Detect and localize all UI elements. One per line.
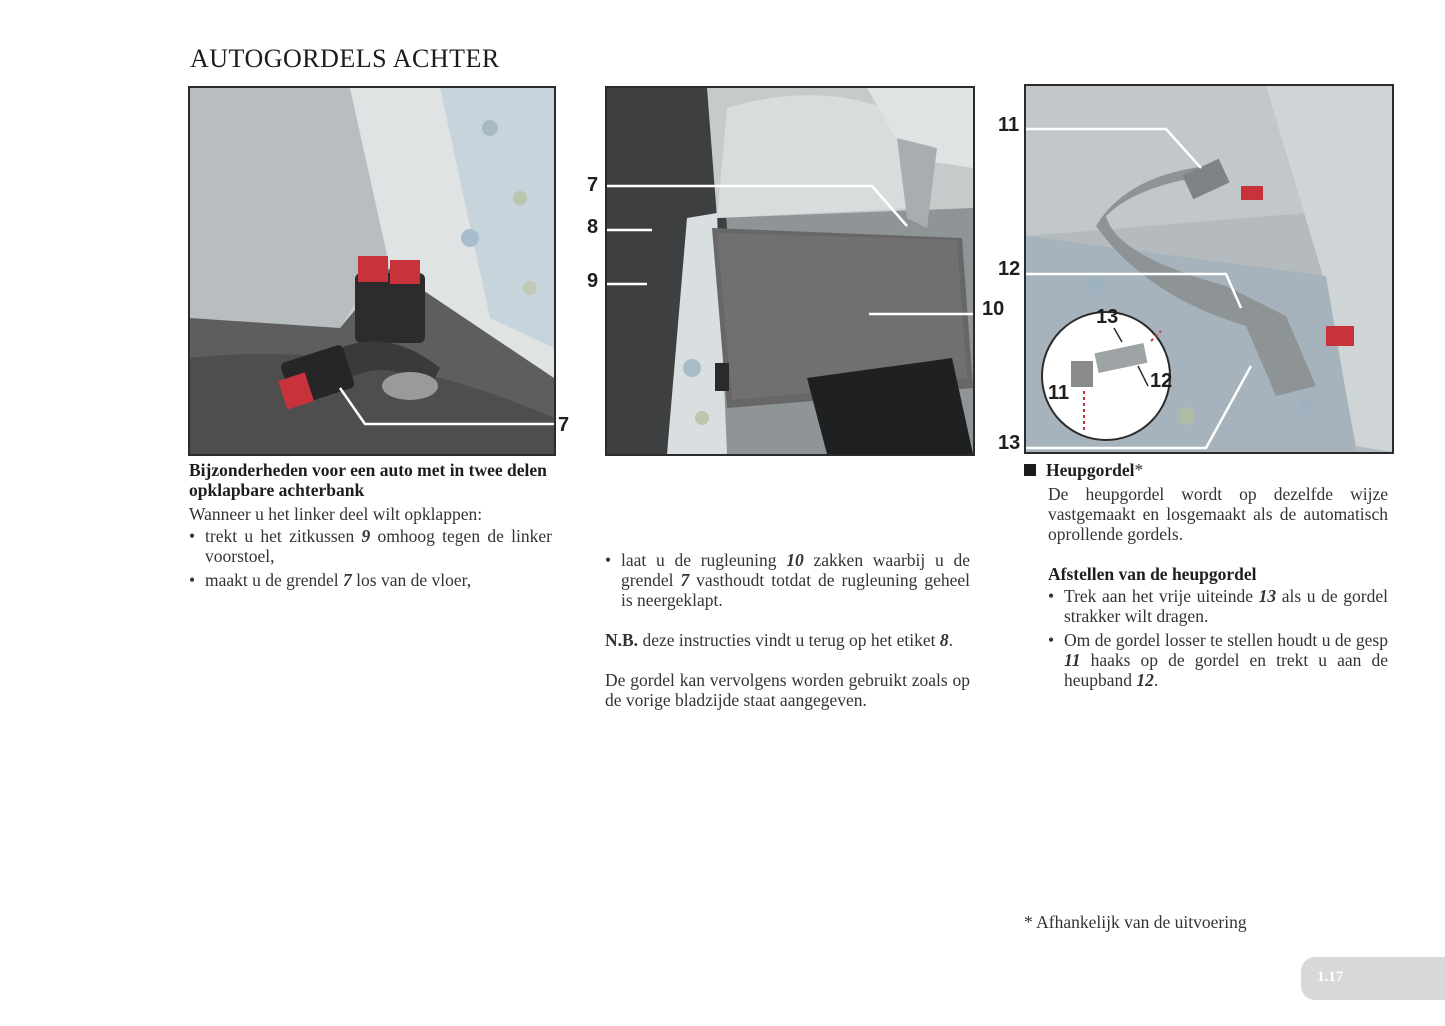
inset-callout-12: 12 [1150, 370, 1173, 392]
square-bullet-icon [1024, 464, 1036, 476]
folded-seat-illustration [607, 88, 973, 454]
intro-text: Wanneer u het linker deel wilt opklappen: [189, 504, 483, 524]
page-number-tab [1301, 957, 1445, 1000]
inset-callout-13: 13 [1096, 306, 1119, 328]
callout-13: 13 [998, 432, 1021, 454]
callout-7-left: 7 [558, 414, 570, 436]
callout-9: 9 [587, 270, 599, 292]
list-item: • laat u de rugleuning 10 zakken waarbij u de grendel 7 vasthoudt totdat de rugleuning geheel is neergeklapt. [605, 550, 970, 610]
list-item: • trekt u het zitkussen 9 omhoog tegen de linker voorstoel, [189, 526, 552, 566]
photo-lap-belt [1024, 84, 1394, 454]
photo-seat-buckles [188, 86, 556, 456]
callout-7-middle: 7 [587, 174, 599, 196]
callout-10: 10 [982, 298, 1005, 320]
lap-belt-heading: Heupgordel* [1024, 460, 1388, 480]
lap-belt-illustration [1026, 86, 1392, 452]
column-2 [605, 550, 970, 710]
column-3 [1024, 460, 1388, 690]
adjust-heading: Afstellen van de heupgordel [1048, 564, 1257, 584]
section-heading-split-bench: Bijzonderheden voor een auto met in twee delen opklapbare achterbank [189, 460, 547, 500]
list-item: • maakt u de grendel 7 los van de vloer, [189, 570, 552, 590]
adjust-list [1048, 586, 1388, 690]
photo-folded-seat [605, 86, 975, 456]
lap-belt-paragraph: De heupgordel wordt op dezelfde wijze vastgemaakt en losgemaakt als de automatisch oprollende gordels. [1048, 484, 1388, 544]
page-number: 1.17 [1317, 969, 1344, 985]
nb-note: N.B. deze instructies vindt u terug op het etiket 8. [605, 630, 953, 650]
callout-8: 8 [587, 216, 599, 238]
seat-buckles-illustration [190, 88, 554, 454]
footnote: * Afhankelijk van de uitvoering [1024, 912, 1247, 932]
page-title: AUTOGORDELS ACHTER [190, 44, 500, 73]
steps-list-2 [605, 550, 970, 610]
list-item: • Trek aan het vrije uiteinde 13 als u de gordel strakker wilt dragen. [1048, 586, 1388, 626]
inset-callout-11: 11 [1048, 382, 1070, 404]
callout-12: 12 [998, 258, 1021, 280]
usage-paragraph: De gordel kan vervolgens worden gebruikt zoals op de vorige bladzijde staat aangegeven. [605, 670, 970, 710]
callout-11: 11 [998, 114, 1020, 136]
column-1 [189, 460, 552, 590]
steps-list-1 [189, 526, 552, 590]
list-item: • Om de gordel losser te stellen houdt u de gesp 11 haaks op de gordel en trekt u aan de heupband 12. [1048, 630, 1388, 690]
